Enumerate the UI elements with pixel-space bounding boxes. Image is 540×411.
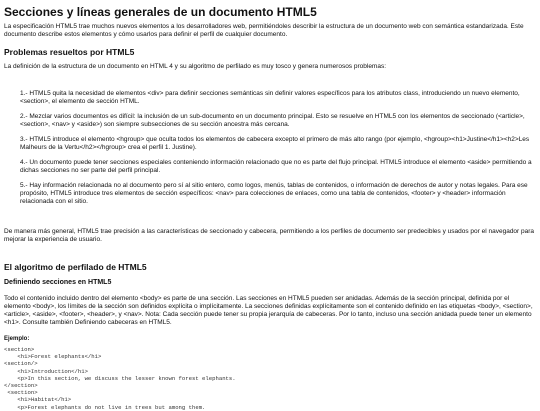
- subsection-heading-defining-sections: Definiendo secciones en HTML5: [4, 279, 112, 286]
- example-label: Ejemplo:: [4, 336, 30, 342]
- page-title: Secciones y líneas generales de un documento HTML5: [4, 5, 317, 19]
- list-item: 5.- Hay información relacionada no al documento pero sí al sitio entero, como logos, menús, tablas de contenidos, o información de derechos de autor y notas legales. Para ese propósito, HTML5 introduce tres elementos de sección específicos: <nav> para colecciones de enlaces, como una tabla de contenidos, <footer> y <header> información relacionada con el sitio.: [20, 182, 528, 205]
- algorithm-body-paragraph: Todo el contenido incluido dentro del elemento <body> es parte de una sección. Las secciones en HTML5 pueden ser anidadas. Además de la sección principal, definida por el elemento <body>, los límites de la sección son definidos explícita o implícitamente. La secciones definidas explícitamente son el contenido definido en las etiquetas <body>, <section>, <article>, <aside>, <footer>, <header>, y <nav>. Nota: Cada sección puede tener su propia jerarquía de cabeceras. Por lo tanto, incluso una sección anidada puede tener un elemento <h1>. Consulte también Definiendo cabeceras en HTML5.: [4, 295, 533, 326]
- list-item: 3.- HTML5 introduce el elemento <hgroup> que oculta todos los elementos de cabecera excepto el primero de más alto rango (por ejemplo, <hgroup><h1>Justine</h1><h2>Les Malheurs de la Vertu</h2></hgroup> crea el perfil 1. Justine).: [20, 136, 530, 151]
- code-example: <section> <h1>Forest elephants</h1> <section/> <h1>Introduction</h1> <p>In this section, we discuss the lesser known forest elephants. </section> <section> <h1>Habitat</h1> <p>Forest elephants do not live in trees but among them.: [4, 346, 236, 411]
- summary-paragraph: De manera más general, HTML5 trae precisión a las características de seccionado y cabecera, permitiendo a los perfiles de documento ser predecibles y usados por el navegador para mejorar la experiencia de usuario.: [4, 228, 535, 243]
- list-item: 2.- Mezclar varios documentos es difícil: la inclusión de un sub-documento en un documento principal. Esto se resuelve en HTML5 con los elementos de seccionado (<article>, <section>, <nav> y <aside>) son siempre subsecciones de su sección ancestra más cercana.: [20, 113, 525, 128]
- section-heading-algorithm: El algoritmo de perfilado de HTML5: [4, 262, 147, 272]
- intro-paragraph: La especificación HTML5 trae muchos nuevos elementos a los desarrolladores web, permitiéndoles describir la estructura de un documento web con semántica estandarizada. Este documento describe estos elementos y cómo usarlos para definir el perfil de cualquier documento.: [4, 23, 524, 38]
- problems-list: [4, 90, 536, 206]
- list-item: 4.- Un documento puede tener secciones especiales conteniendo información relacionado que no es parte del flujo principal. HTML5 introduce el elemento <aside> permitiendo a dichas secciones no ser parte del perfil principal.: [20, 159, 532, 174]
- section-heading-problems: Problemas resueltos por HTML5: [4, 47, 135, 57]
- problems-lead-paragraph: La definición de la estructura de un documento en HTML 4 y su algoritmo de perfilado es muy tosco y genera numerosos problemas:: [4, 63, 387, 70]
- list-item: 1.- HTML5 quita la necesidad de elementos <div> para definir secciones semánticas sin definir valores específicos para los atributos class, introduciendo un nuevo elemento, <section>, el elemento de sección HTML.: [20, 90, 520, 105]
